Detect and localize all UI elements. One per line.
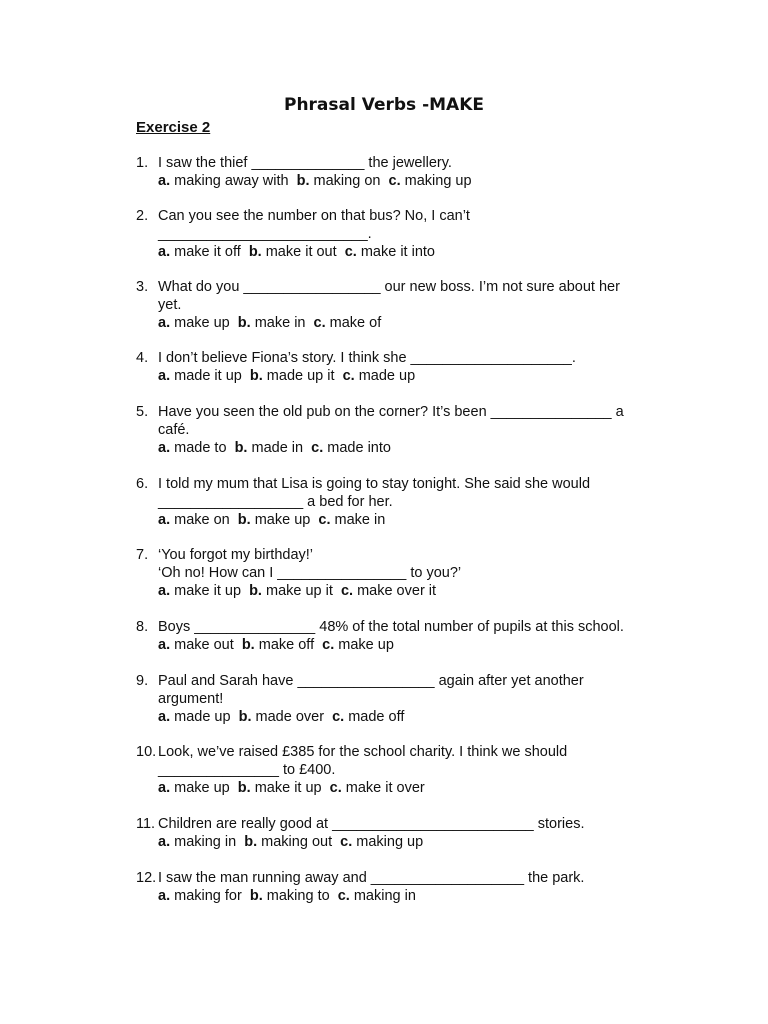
question-number: 4. (136, 350, 149, 366)
question-text: Boys _______________ 48% of the total number of pupils at this school. (158, 619, 624, 635)
option-letter: c. (342, 368, 355, 384)
question-number: 7. (136, 547, 149, 563)
option-text: make up (334, 637, 394, 653)
option-letter: a. (158, 512, 171, 528)
question-number: 10. (136, 744, 157, 760)
question-text: ‘You forgot my birthday!’ (158, 547, 314, 563)
question-text: I saw the thief ______________ the jewellery. (158, 155, 452, 171)
option-letter: c. (318, 512, 331, 528)
option-text: making on (309, 173, 389, 189)
question-text: _______________ to £400. (158, 762, 336, 778)
question-text: I saw the man running away and ___________________ the park. (158, 870, 585, 886)
question-body (158, 672, 658, 726)
question-text: ‘Oh no! How can I ________________ to you?’ (158, 565, 462, 581)
option-text: making to (262, 888, 338, 904)
answer-options (158, 314, 658, 332)
question-text: Have you seen the old pub on the corner? It’s been _______________ a (158, 404, 624, 420)
option-letter: a. (158, 244, 171, 260)
question-text: Paul and Sarah have _________________ again after yet another (158, 673, 584, 689)
option-letter: a. (158, 583, 171, 599)
option-letter: b. (241, 637, 255, 653)
option-text: make it up (170, 583, 250, 599)
option-letter: b. (244, 834, 258, 850)
question-text: café. (158, 422, 190, 438)
question-text: yet. (158, 297, 182, 313)
exercise-heading: Exercise 2 (136, 119, 211, 136)
option-text: make it up (250, 780, 330, 796)
answer-options (158, 172, 658, 190)
option-letter: c. (311, 440, 324, 456)
question-body (158, 349, 658, 385)
answer-options (158, 833, 658, 851)
option-letter: b. (237, 512, 251, 528)
option-text: made in (247, 440, 312, 456)
option-text: make it off (170, 244, 249, 260)
option-letter: c. (340, 834, 353, 850)
option-text: making in (170, 834, 245, 850)
option-letter: b. (237, 780, 251, 796)
page-title: Phrasal Verbs -MAKE (283, 95, 484, 115)
option-letter: a. (158, 709, 171, 725)
option-letter: c. (337, 888, 350, 904)
question-body (158, 743, 658, 797)
option-letter: b. (249, 583, 262, 599)
option-text: make off (254, 637, 323, 653)
option-text: made into (323, 440, 391, 456)
question-number: 11. (136, 816, 156, 832)
question-text: __________________ a bed for her. (158, 494, 393, 510)
question-text: Children are really good at _________________________ stories. (158, 816, 585, 832)
option-letter: b. (248, 244, 262, 260)
option-text: making away with (170, 173, 297, 189)
option-text: make of (325, 315, 382, 331)
option-text: make up (170, 315, 238, 331)
option-text: make it out (261, 244, 345, 260)
option-letter: a. (158, 637, 171, 653)
option-text: make it into (356, 244, 435, 260)
answer-options (158, 367, 658, 385)
option-letter: c. (344, 244, 357, 260)
option-text: make up (170, 780, 238, 796)
answer-options (158, 511, 658, 529)
option-text: make up it (261, 583, 341, 599)
option-text: make in (250, 315, 314, 331)
answer-options (158, 708, 658, 726)
option-text: make in (330, 512, 386, 528)
question-text: I told my mum that Lisa is going to stay tonight. She said she would (158, 476, 591, 492)
question-number: 9. (136, 673, 149, 689)
question-text: What do you _________________ our new boss. I’m not sure about her (158, 279, 620, 295)
question-text: __________________________. (158, 226, 372, 242)
option-letter: a. (158, 888, 171, 904)
option-text: made off (344, 709, 405, 725)
answer-options (158, 439, 658, 457)
question-number: 3. (136, 279, 149, 295)
option-text: made to (170, 440, 235, 456)
question-body (158, 154, 658, 190)
question-body (158, 403, 658, 457)
question-number: 12. (136, 870, 157, 886)
question-body (158, 815, 658, 851)
option-text: make over it (353, 583, 437, 599)
option-letter: b. (249, 888, 263, 904)
option-letter: b. (296, 173, 310, 189)
option-text: made up (354, 368, 416, 384)
option-letter: c. (329, 780, 342, 796)
option-text: make on (170, 512, 238, 528)
option-letter: b. (234, 440, 248, 456)
option-text: making up (352, 834, 424, 850)
answer-options (158, 779, 658, 797)
option-text: making up (400, 173, 472, 189)
question-body (158, 278, 658, 332)
answer-options (158, 582, 658, 600)
option-text: made over (251, 709, 333, 725)
question-text: I don’t believe Fiona’s story. I think she ____________________. (158, 350, 576, 366)
option-text: made up (170, 709, 239, 725)
option-text: made it up (170, 368, 250, 384)
option-letter: c. (322, 637, 335, 653)
option-text: make it over (341, 780, 425, 796)
question-number: 8. (136, 619, 149, 635)
option-text: made up it (262, 368, 343, 384)
answer-options (158, 887, 658, 905)
question-body (158, 207, 658, 261)
option-letter: c. (332, 709, 345, 725)
question-number: 1. (136, 155, 149, 171)
option-text: making for (170, 888, 250, 904)
question-text: Can you see the number on that bus? No, I can’t (158, 208, 470, 224)
answer-options (158, 636, 658, 654)
option-text: make out (170, 637, 242, 653)
question-body (158, 475, 658, 529)
question-body (158, 869, 658, 905)
option-letter: c. (313, 315, 326, 331)
option-text: making out (257, 834, 341, 850)
option-letter: a. (158, 315, 171, 331)
option-letter: a. (158, 440, 171, 456)
question-text: argument! (158, 691, 224, 707)
question-number: 5. (136, 404, 149, 420)
option-letter: c. (340, 583, 354, 599)
option-text: making in (349, 888, 416, 904)
question-number: 2. (136, 208, 149, 224)
option-letter: b. (249, 368, 263, 384)
option-letter: a. (158, 173, 171, 189)
option-letter: a. (158, 834, 171, 850)
option-letter: a. (158, 780, 171, 796)
question-number: 6. (136, 476, 149, 492)
option-letter: b. (237, 315, 251, 331)
option-text: make up (250, 512, 319, 528)
option-letter: a. (158, 368, 171, 384)
option-letter: c. (388, 173, 401, 189)
question-body (158, 546, 658, 600)
option-letter: b. (238, 709, 252, 725)
question-text: Look, we’ve raised £385 for the school charity. I think we should (158, 744, 568, 760)
question-body (158, 618, 658, 654)
answer-options (158, 243, 658, 261)
